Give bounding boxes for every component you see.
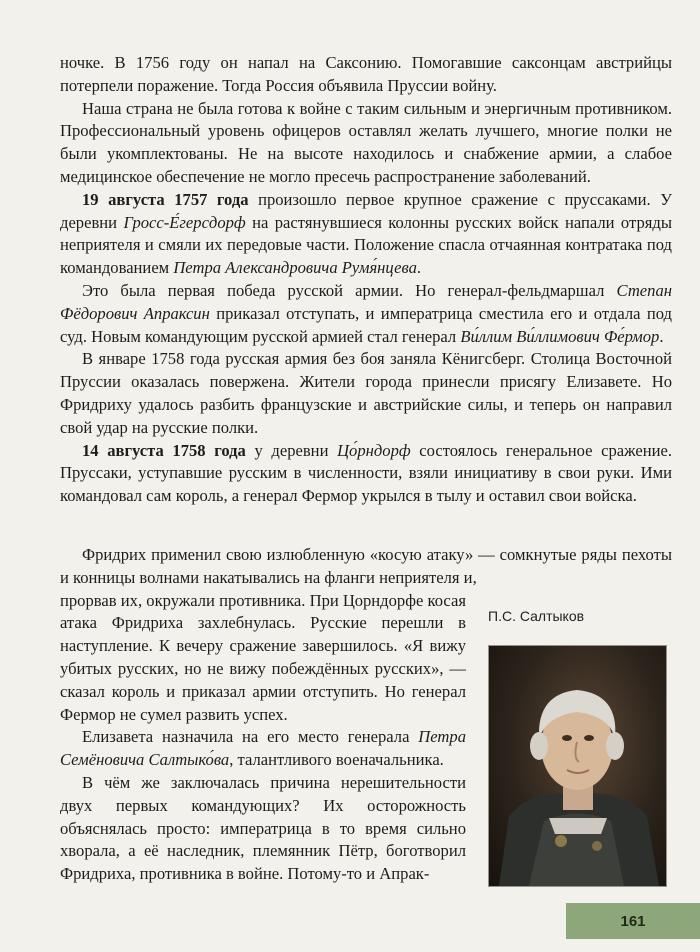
paragraph-4-text-a: Это была первая победа русской армии. Но генерал-фельдмаршал bbox=[82, 280, 617, 300]
paragraph-4 bbox=[60, 280, 672, 348]
page-number: 161 bbox=[620, 912, 646, 930]
paragraph-4-text-c: . bbox=[659, 326, 664, 346]
portrait-drawing bbox=[489, 646, 666, 886]
paragraph-6-text-b: состоялось генеральное сражение. Пруссаки, уступавшие русским в численности, взяли инициативу в свои руки. Ими командовал сам король, а генерал Фермор укрылся в тылу и оставил свои войска. bbox=[60, 440, 672, 506]
paragraph-7-full-width: Фридрих применил свою излюбленную «косую атаку» — сомкнутые ряды пехоты и конницы волнами накатывались на фланги неприятеля и, bbox=[60, 545, 672, 587]
paragraph-2: Наша страна не была готова к войне с таким сильным и энергичным противником. Профессиональный уровень офицеров оставлял желать лучшего, многие полки не были укомплектованы. Не на высоте находилось и снабжение армии, а слабое медицинское обеспечение не могло пресечь распространение заболеваний. bbox=[60, 98, 672, 186]
date-highlight-1758: 14 августа 1758 года bbox=[82, 440, 246, 460]
name-rumyantsev: Петра Александровича Румя́нцева bbox=[173, 258, 417, 278]
place-zorndorf: Цо́рндорф bbox=[337, 440, 411, 460]
paragraph-9: В чём же заключалась причина нерешительности двух первых командующих? Их осторожность объяснялась просто: императрица в то время сильно хворала, а её наследник, племянник Пётр, боготворил Фридриха, противника в войне. Потому-то и Апрак- bbox=[60, 772, 466, 884]
paragraph-8-text-b: , талантливого военачальника. bbox=[229, 750, 444, 770]
paragraph-8-text-a: Елизавета назначила на его место генерала bbox=[82, 727, 419, 747]
paragraph-3-text-b: на растянувшиеся колонны русских войск напали отряды неприятеля и смяли их передовые части. Положение спасла отчаянная контратака под командованием bbox=[60, 212, 672, 278]
name-saltykov: Петра Семёновича Салтыко́ва bbox=[60, 727, 466, 770]
portrait-saltykov-image bbox=[489, 646, 666, 886]
paragraph-3-text-a: произошло первое крупное сражение с пруссаками. У деревни bbox=[60, 189, 672, 232]
name-fermor: Ви́ллим Ви́ллимович Фе́рмор bbox=[460, 326, 660, 346]
paragraph-6-text-a: у деревни bbox=[245, 440, 338, 460]
paragraph-4-text-b: приказал отступать, и императрица сместила его и отдала под суд. Новым командующим русской армией стал генерал bbox=[60, 303, 672, 346]
date-highlight-1757: 19 августа 1757 года bbox=[82, 189, 249, 209]
name-apraksin: Степан Фёдорович Апраксин bbox=[60, 280, 672, 323]
main-text-column bbox=[60, 52, 672, 508]
paragraph-3 bbox=[60, 189, 672, 280]
paragraph-6 bbox=[60, 440, 672, 508]
paragraph-1: ночке. В 1756 году он напал на Саксонию. Помогавшие саксонцам австрийцы потерпели поражение. Тогда Россия объявила Пруссии войну. bbox=[60, 53, 672, 95]
paragraph-7-narrow: прорвав их, окружали противника. При Цорндорфе косая атака Фридриха захлебнулась. Русские перешли в наступление. К вечеру сражение завершилось. «Я вижу убитых русских, но не вижу побеждённых русских», — сказал король и приказал армии отступить. Но генерал Фермор не сумел развить успех. bbox=[60, 590, 466, 724]
place-gross-egersdorf: Гросс-Е́герсдорф bbox=[123, 212, 246, 232]
portrait-caption: П.С. Салтыков bbox=[488, 608, 585, 624]
paragraph-8 bbox=[60, 726, 466, 772]
paragraph-5: В январе 1758 года русская армия без боя заняла Кёнигсберг. Столица Восточной Пруссии оказалась повержена. Жители города принесли присягу Елизавете. Но Фридриху удалось разбить французские и австрийские силы, и теперь он направил свой удар на русские полки. bbox=[60, 349, 672, 437]
paragraph-3-text-c: . bbox=[416, 258, 422, 278]
